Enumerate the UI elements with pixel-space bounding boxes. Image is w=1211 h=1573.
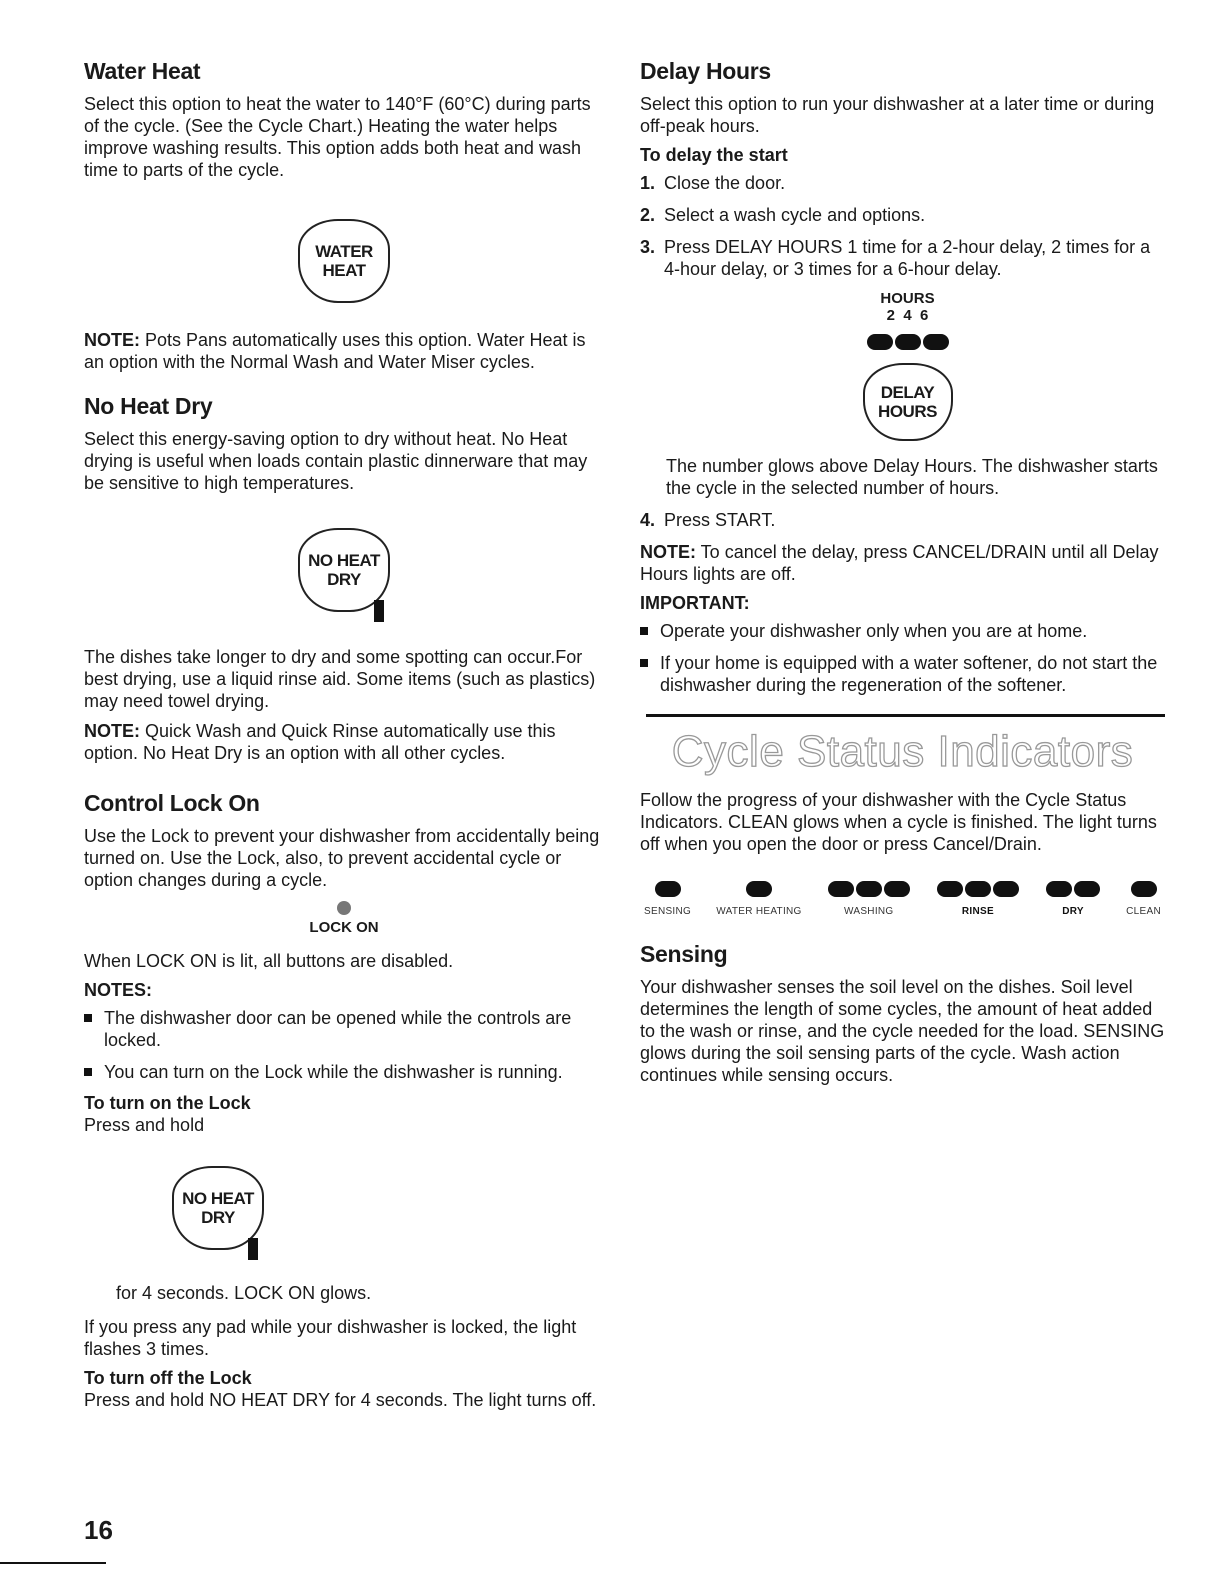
step-number: 4. bbox=[640, 510, 656, 530]
bullet-icon bbox=[84, 1068, 92, 1076]
button-label: DELAY bbox=[880, 383, 935, 402]
note-label: NOTE: bbox=[84, 330, 140, 350]
note-text: Quick Wash and Quick Rinse automatically use this option. No Heat Dry is an option with all other cycles. bbox=[84, 721, 556, 763]
no-heat-dry-body-2: The dishes take longer to dry and some spotting can occur.For best drying, use a liquid rinse aid. Some items (such as plastics) may need towel drying. bbox=[84, 647, 596, 711]
no-heat-dry-heading: No Heat Dry bbox=[84, 393, 213, 419]
lock-on-indicator bbox=[84, 901, 604, 936]
button-label: DRY bbox=[327, 570, 361, 589]
bullet-icon bbox=[640, 659, 648, 667]
indicator-light-icon bbox=[937, 881, 963, 897]
indicator-light-icon bbox=[965, 881, 991, 897]
lock-tab-icon bbox=[248, 1238, 258, 1260]
indicator-light-icon bbox=[923, 334, 949, 350]
control-lock-body: Use the Lock to prevent your dishwasher from accidentally being turned on. Use the Lock, also, to prevent accidental cycle or option changes during a cycle. bbox=[84, 826, 600, 890]
cycle-status-indicators bbox=[640, 881, 1165, 917]
left-column bbox=[84, 58, 604, 1419]
step-item bbox=[640, 509, 1165, 531]
turn-on-text: Press and hold bbox=[84, 1115, 205, 1135]
indicator-light-icon bbox=[993, 881, 1019, 897]
water-heat-note bbox=[84, 329, 604, 373]
list-item-text: You can turn on the Lock while the dishwasher is running. bbox=[104, 1062, 563, 1082]
delay-start-heading: To delay the start bbox=[640, 145, 788, 165]
indicator-light-icon bbox=[746, 881, 772, 897]
step-item bbox=[640, 236, 1165, 280]
delay-hours-panel bbox=[650, 290, 1165, 441]
step-item bbox=[640, 204, 1165, 226]
for-4-seconds-text: for 4 seconds. LOCK ON glows. bbox=[116, 1283, 372, 1303]
page-number: 16 bbox=[84, 1515, 113, 1545]
indicator-light-icon bbox=[895, 334, 921, 350]
delay-glow-text: The number glows above Delay Hours. The dishwasher starts the cycle in the selected number of hours. bbox=[666, 456, 1158, 498]
list-item-text: Operate your dishwasher only when you are at home. bbox=[660, 621, 1088, 641]
indicator-light-icon bbox=[1074, 881, 1100, 897]
step-item bbox=[640, 172, 1165, 194]
sensing-heading: Sensing bbox=[640, 941, 728, 967]
lock-on-label: LOCK ON bbox=[309, 919, 379, 936]
note-label: NOTE: bbox=[84, 721, 140, 741]
indicator-light-icon bbox=[884, 881, 910, 897]
indicator-clean bbox=[1126, 881, 1161, 917]
right-column bbox=[640, 58, 1165, 1094]
indicator-dry bbox=[1045, 881, 1101, 917]
indicator-rinse bbox=[936, 881, 1020, 917]
water-heat-body: Select this option to heat the water to 140°F (60°C) during parts of the cycle. (See the Cycle Chart.) Heating the water helps improve washing results. This option adds both heat and wash time to parts of the cycle. bbox=[84, 94, 591, 180]
indicator-water-heating bbox=[716, 881, 801, 917]
no-heat-dry-button bbox=[298, 528, 390, 612]
section-divider bbox=[646, 714, 1165, 717]
lock-flash-text: If you press any pad while your dishwasher is locked, the light flashes 3 times. bbox=[84, 1317, 577, 1359]
important-heading: IMPORTANT: bbox=[640, 593, 750, 613]
button-label: HEAT bbox=[322, 261, 366, 280]
list-item bbox=[640, 620, 1165, 642]
list-item bbox=[640, 652, 1165, 696]
list-item bbox=[84, 1007, 604, 1051]
delay-hours-heading: Delay Hours bbox=[640, 58, 771, 84]
indicator-label: RINSE bbox=[961, 906, 994, 917]
control-lock-heading: Control Lock On bbox=[84, 790, 260, 816]
step-number: 2. bbox=[640, 205, 656, 225]
note-text: To cancel the delay, press CANCEL/DRAIN until all Delay Hours lights are off. bbox=[640, 542, 1159, 584]
footer-rule bbox=[0, 1562, 106, 1564]
sensing-body: Your dishwasher senses the soil level on the dishes. Soil level determines the length of some cycles, the amount of heat added to the wash or rinse, and the cycle needed for the load. SENSING glows during the soil sensing parts of the cycle. Wash action continues while sensing occurs. bbox=[640, 977, 1165, 1085]
indicator-washing bbox=[827, 881, 911, 917]
hours-label: HOURS bbox=[880, 290, 935, 307]
step-number: 1. bbox=[640, 173, 656, 193]
delay-hours-button bbox=[863, 363, 953, 441]
note-label: NOTE: bbox=[640, 542, 696, 562]
button-label: WATER bbox=[315, 242, 373, 261]
water-heat-heading: Water Heat bbox=[84, 58, 201, 84]
indicator-light-icon bbox=[867, 334, 893, 350]
no-heat-dry-button-2 bbox=[172, 1166, 264, 1250]
no-heat-dry-body: Select this energy-saving option to dry without heat. No Heat drying is useful when loads contain plastic dinnerware that may be sensitive to high temperatures. bbox=[84, 429, 588, 493]
button-label: HOURS bbox=[878, 402, 937, 421]
turn-off-heading: To turn off the Lock bbox=[84, 1368, 252, 1388]
water-heat-button bbox=[298, 219, 390, 303]
lock-lit-text: When LOCK ON is lit, all buttons are disabled. bbox=[84, 951, 454, 971]
lock-tab-icon bbox=[374, 600, 384, 622]
cycle-status-heading: Cycle Status Indicators bbox=[671, 727, 1134, 776]
turn-off-text: Press and hold NO HEAT DRY for 4 seconds. The light turns off. bbox=[84, 1390, 597, 1410]
indicator-label: WASHING bbox=[844, 906, 894, 917]
turn-on-heading: To turn on the Lock bbox=[84, 1093, 251, 1113]
indicator-light-icon bbox=[856, 881, 882, 897]
list-item-text: The dishwasher door can be opened while the controls are locked. bbox=[104, 1008, 572, 1050]
notes-heading: NOTES: bbox=[84, 980, 153, 1000]
indicator-label: SENSING bbox=[644, 906, 692, 917]
hours-lights bbox=[650, 334, 1165, 355]
lock-light-icon bbox=[337, 901, 351, 915]
indicator-label: DRY bbox=[1062, 906, 1084, 917]
list-item-text: If your home is equipped with a water softener, do not start the dishwasher during the regeneration of the softener. bbox=[660, 653, 1158, 695]
indicator-light-icon bbox=[1131, 881, 1157, 897]
delay-hours-body: Select this option to run your dishwasher at a later time or during off-peak hours. bbox=[640, 94, 1155, 136]
step-text: Select a wash cycle and options. bbox=[664, 205, 926, 225]
indicator-label: WATER HEATING bbox=[716, 906, 802, 917]
delay-note bbox=[640, 541, 1165, 585]
indicator-light-icon bbox=[655, 881, 681, 897]
no-heat-dry-note bbox=[84, 720, 604, 764]
step-text: Press DELAY HOURS 1 time for a 2-hour delay, 2 times for a 4-hour delay, or 3 times for a 6-hour delay. bbox=[664, 237, 1151, 279]
list-item bbox=[84, 1061, 604, 1083]
indicator-sensing bbox=[644, 881, 691, 917]
cycle-status-body: Follow the progress of your dishwasher with the Cycle Status Indicators. CLEAN glows when a cycle is finished. The light turns off when you open the door or press Cancel/Drain. bbox=[640, 790, 1157, 854]
step-text: Close the door. bbox=[664, 173, 786, 193]
step-number: 3. bbox=[640, 237, 656, 257]
hours-values: 2 4 6 bbox=[886, 307, 929, 324]
indicator-light-icon bbox=[828, 881, 854, 897]
button-label: NO HEAT bbox=[308, 551, 380, 570]
indicator-label: CLEAN bbox=[1126, 906, 1161, 917]
indicator-light-icon bbox=[1046, 881, 1072, 897]
step-text: Press START. bbox=[664, 510, 776, 530]
bullet-icon bbox=[84, 1014, 92, 1022]
button-label: NO HEAT bbox=[182, 1189, 254, 1208]
note-text: Pots Pans automatically uses this option. Water Heat is an option with the Normal Wash and Water Miser cycles. bbox=[84, 330, 586, 372]
button-label: DRY bbox=[201, 1208, 235, 1227]
bullet-icon bbox=[640, 627, 648, 635]
